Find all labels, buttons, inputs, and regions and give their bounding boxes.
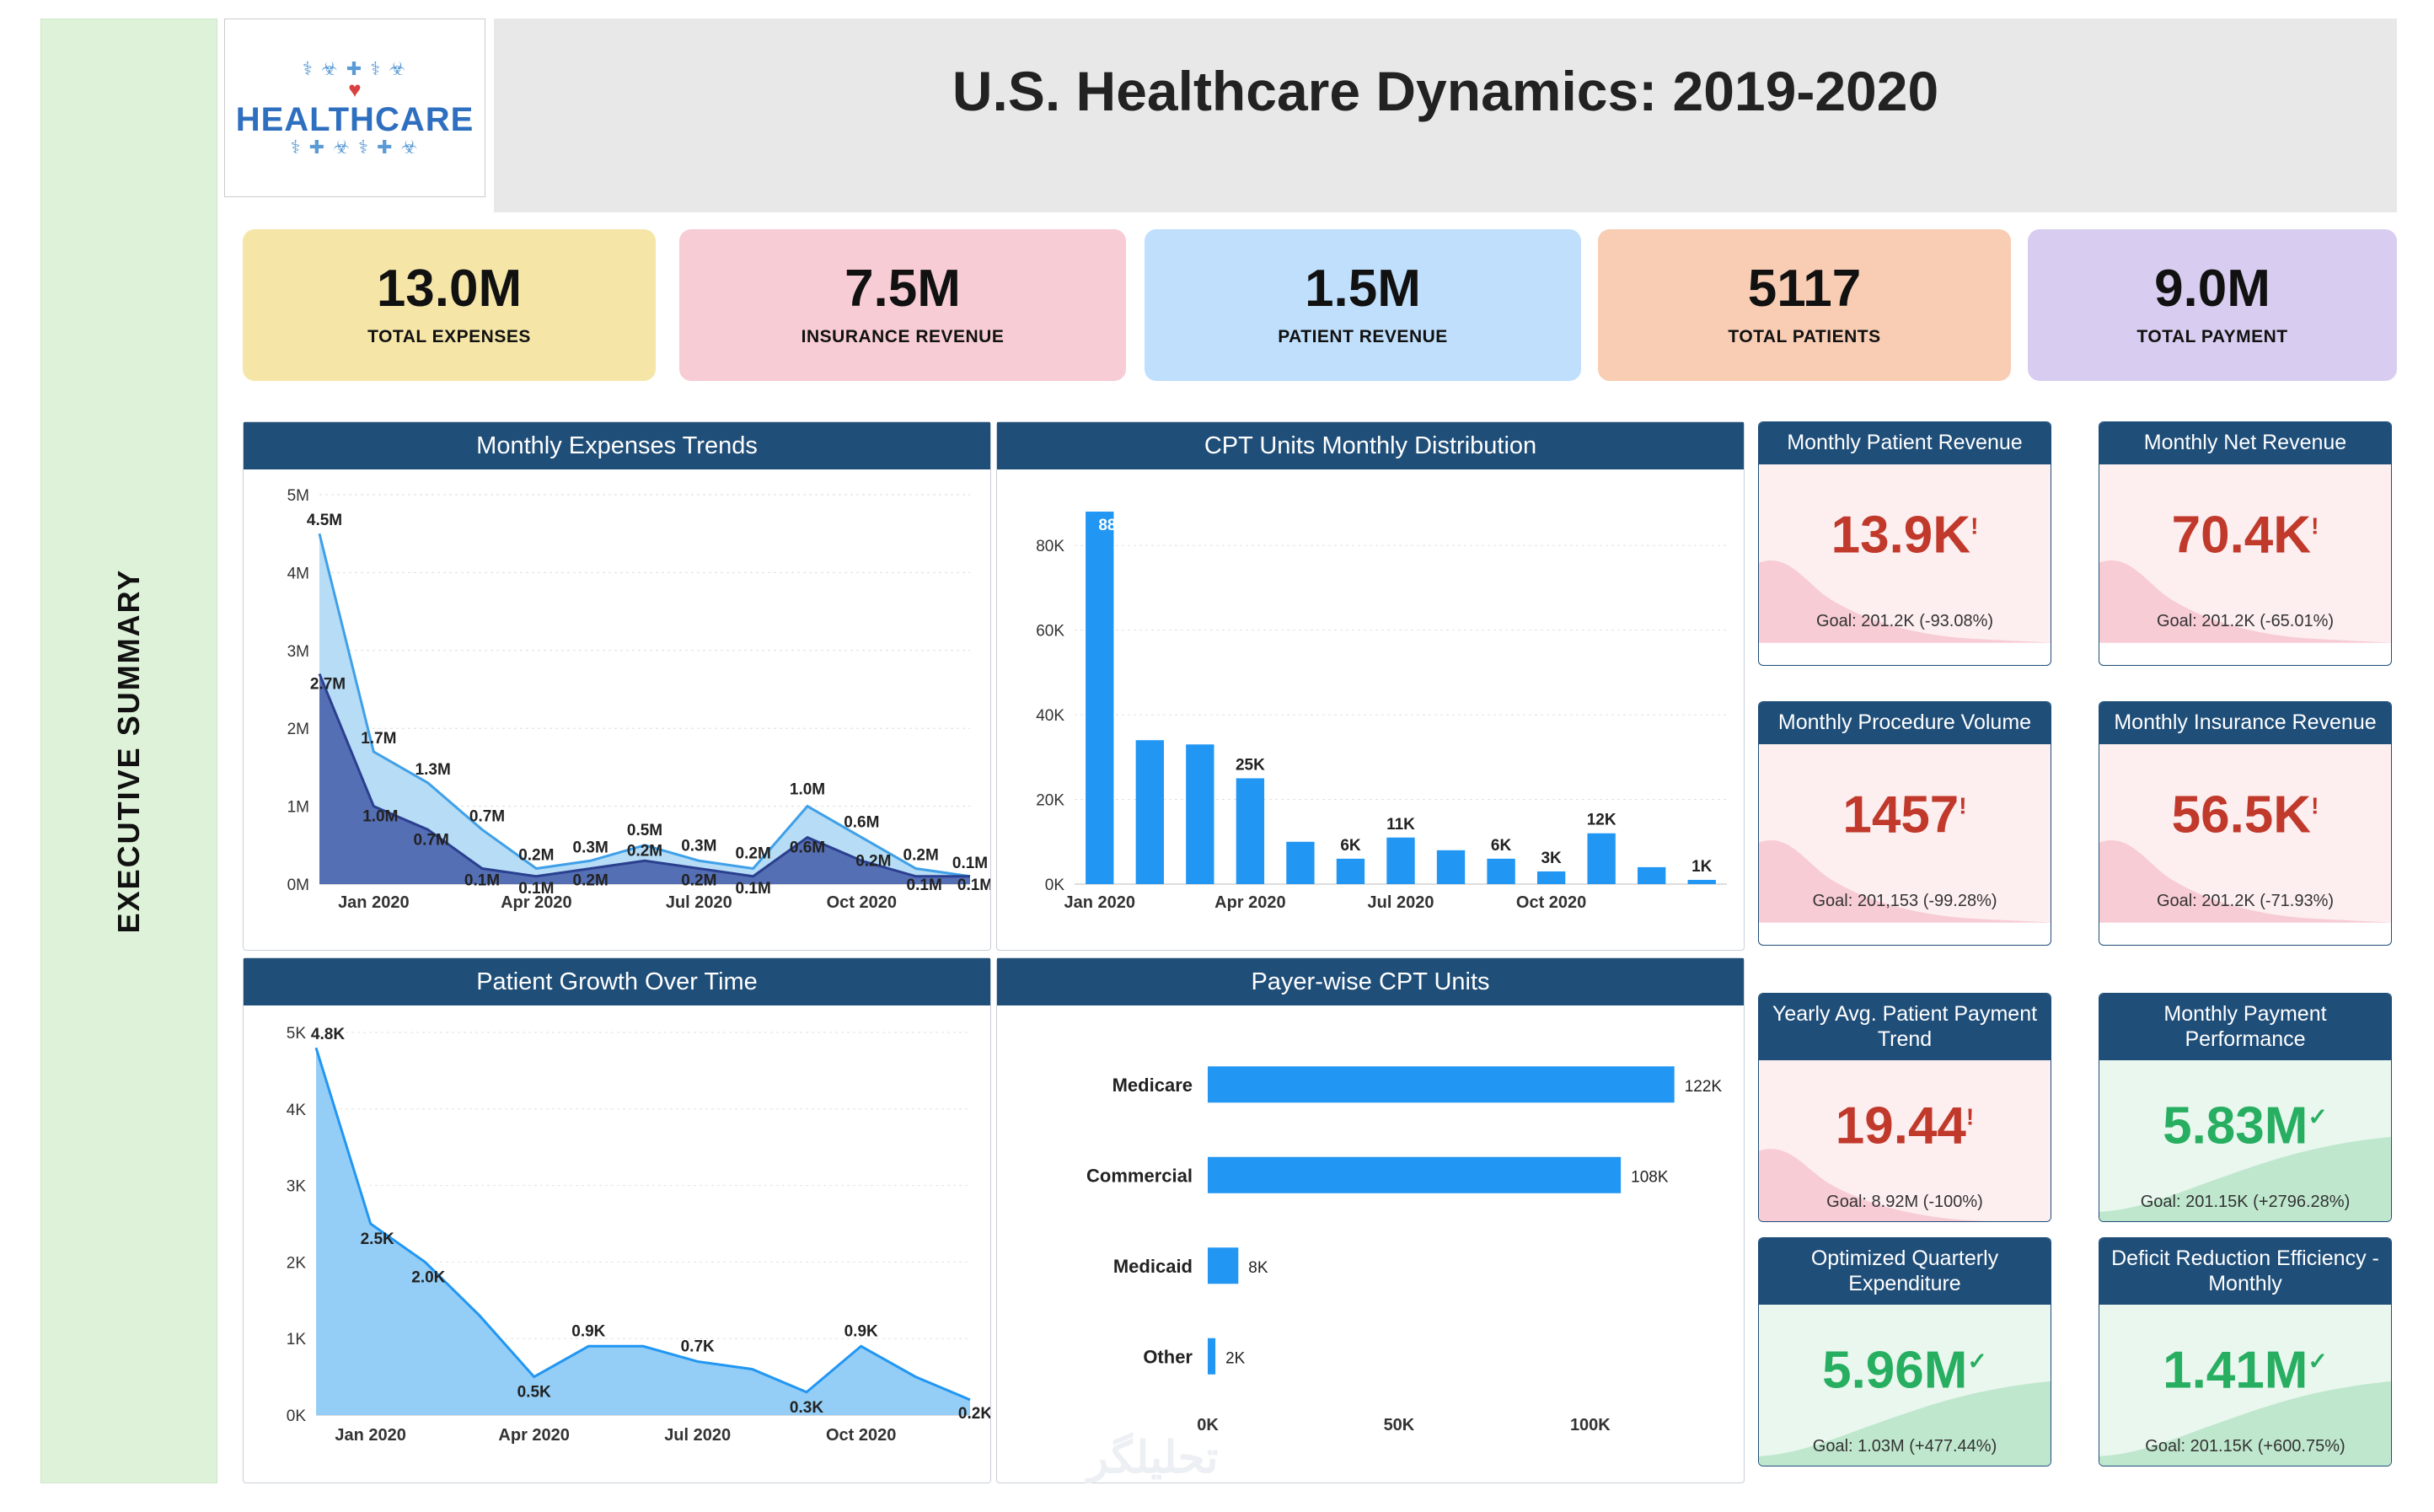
heart-icon: ♥ [348,77,362,103]
chart-area-payer-cpt [997,1005,1744,1483]
tile-goal: Goal: 201,153 (-99.28%) [1812,891,1997,910]
chart-area-patient-growth [244,1005,990,1483]
kpi-label: TOTAL PAYMENT [2136,327,2288,346]
payer-svg [997,1005,1744,1483]
svg-text:1K: 1K [1691,857,1713,876]
watermark: تحلیلگر [1087,1434,1219,1483]
svg-text:0.1M: 0.1M [735,879,771,898]
tile-goal: Goal: 201.15K (+600.75%) [2145,1437,2346,1456]
panel-title: CPT Units Monthly Distribution [997,422,1744,469]
executive-summary-rail [40,19,217,1483]
kpi-label: PATIENT REVENUE [1278,327,1448,346]
tile-value: 1457! [1842,785,1967,844]
tile-title: Monthly Insurance Revenue [2099,702,2391,744]
cpt-svg [997,469,1744,950]
svg-text:50K: 50K [1383,1416,1415,1434]
tile-goal: Goal: 201.2K (-93.08%) [1815,611,1994,630]
svg-text:0.7M: 0.7M [469,807,506,826]
tile-title: Yearly Avg. Patient Payment Trend [1759,994,2051,1060]
svg-text:0.2M: 0.2M [903,846,939,865]
svg-text:0.1M: 0.1M [957,876,990,894]
svg-text:0.3M: 0.3M [572,839,608,857]
tile-monthly-insurance-revenue [2099,701,2392,946]
tile-body [2099,464,2391,643]
svg-text:0M: 0M [287,877,309,894]
svg-text:Oct 2020: Oct 2020 [825,1426,897,1445]
tile-goal: Goal: 201.2K (-71.93%) [2156,891,2335,910]
chart-area-monthly-expenses [244,469,990,950]
kpi-value: 13.0M [376,260,523,318]
tile-monthly-net-revenue [2099,421,2392,666]
svg-text:108K: 108K [1631,1168,1669,1187]
kpi-label: TOTAL PATIENTS [1728,327,1881,346]
svg-text:Medicare: Medicare [1112,1074,1193,1096]
svg-text:0.1M: 0.1M [464,871,501,890]
svg-text:0.1M: 0.1M [906,876,942,894]
svg-text:60K: 60K [1036,622,1064,641]
tile-monthly-procedure-volume [1758,701,2051,946]
svg-text:0K: 0K [286,1407,306,1425]
kpi-label: INSURANCE REVENUE [801,327,1005,346]
svg-text:4M: 4M [287,565,309,583]
svg-text:0.1M: 0.1M [952,854,989,872]
growth-svg [244,1005,990,1483]
svg-text:88K: 88K [1098,517,1129,535]
kpi-value: 1.5M [1305,260,1421,318]
svg-text:1.0M: 1.0M [789,780,826,799]
tile-value: 1.41M✓ [2163,1341,2328,1400]
svg-text:Other: Other [1143,1346,1193,1368]
svg-text:5M: 5M [287,487,309,505]
svg-text:5K: 5K [286,1025,306,1043]
tile-monthly-patient-revenue [1758,421,2051,666]
kpi-card-insurance-revenue [679,229,1126,381]
tile-title: Deficit Reduction Efficiency - Monthly [2099,1238,2391,1305]
svg-text:Jan 2020: Jan 2020 [338,893,410,912]
svg-text:Medicaid: Medicaid [1112,1255,1193,1277]
svg-text:Apr 2020: Apr 2020 [501,893,572,912]
svg-text:0.9K: 0.9K [844,1322,878,1341]
tile-body [1759,1305,2051,1466]
logo-icons-bottom: ⚕ ✚ ☣ ⚕ ✚ ☣ [290,136,420,158]
svg-text:0.2M: 0.2M [735,844,771,863]
svg-text:0.1M: 0.1M [518,879,555,898]
chart-panel-payer-cpt [996,957,1745,1483]
chart-area-cpt-units [997,469,1744,950]
svg-text:4.5M: 4.5M [306,512,343,530]
tile-title: Optimized Quarterly Expenditure [1759,1238,2051,1305]
tile-goal: Goal: 201.15K (+2796.28%) [2140,1193,2351,1211]
svg-text:25K: 25K [1235,756,1265,775]
kpi-value: 5117 [1747,260,1862,318]
svg-text:0.2M: 0.2M [855,852,892,871]
tile-body [2099,1305,2391,1466]
tile-deficit-reduction-efficiency [2099,1237,2392,1466]
tile-title: Monthly Net Revenue [2099,422,2391,464]
tile-title: Monthly Patient Revenue [1759,422,2051,464]
svg-text:1.3M: 1.3M [415,760,451,779]
tile-value: 5.96M✓ [1822,1341,1987,1400]
svg-text:Oct 2020: Oct 2020 [826,893,898,912]
svg-text:0.6M: 0.6M [789,839,826,857]
svg-text:0.7M: 0.7M [413,831,449,850]
tile-goal: Goal: 201.2K (-65.01%) [2156,611,2335,630]
tile-goal: Goal: 1.03M (+477.44%) [1812,1437,1997,1456]
kpi-value: 7.5M [844,260,961,318]
panel-title: Payer-wise CPT Units [997,958,1744,1005]
svg-text:0.6M: 0.6M [844,813,880,832]
svg-text:2M: 2M [287,721,309,739]
logo-wordmark: HEALTHCARE [235,100,474,138]
tile-value: 13.9K! [1831,505,1979,564]
tile-optimized-quarterly-expenditure [1758,1237,2051,1466]
chart-panel-patient-growth [243,957,991,1483]
tile-body [1759,744,2051,923]
svg-text:2K: 2K [1225,1349,1246,1368]
svg-text:40K: 40K [1036,707,1064,726]
svg-text:3K: 3K [286,1177,306,1196]
tile-title: Monthly Procedure Volume [1759,702,2051,744]
svg-text:2.7M: 2.7M [309,675,346,694]
svg-text:1.0M: 1.0M [362,807,399,826]
svg-text:100K: 100K [1569,1416,1611,1434]
svg-text:0.2K: 0.2K [957,1404,990,1423]
svg-text:0.3M: 0.3M [681,837,717,855]
svg-text:2.0K: 2.0K [411,1268,446,1287]
svg-text:0.5K: 0.5K [517,1383,551,1402]
svg-text:Apr 2020: Apr 2020 [1214,893,1286,912]
kpi-card-patient-revenue [1145,229,1581,381]
chart-panel-monthly-expenses [243,421,991,951]
tile-value: 5.83M✓ [2163,1096,2328,1155]
svg-text:Jul 2020: Jul 2020 [1367,893,1434,912]
panel-title: Patient Growth Over Time [244,958,990,1005]
svg-text:4K: 4K [286,1101,306,1119]
tile-body [1759,1060,2051,1222]
svg-text:0.2M: 0.2M [681,871,717,890]
svg-text:Jul 2020: Jul 2020 [665,893,732,912]
kpi-label: TOTAL EXPENSES [367,327,531,346]
svg-text:12K: 12K [1586,811,1616,829]
svg-text:0.5M: 0.5M [626,821,663,839]
svg-text:Oct 2020: Oct 2020 [1515,893,1587,912]
svg-text:11K: 11K [1386,815,1415,834]
svg-text:0.2M: 0.2M [518,846,555,865]
svg-text:0.9K: 0.9K [571,1322,606,1341]
svg-text:Commercial: Commercial [1086,1165,1193,1187]
svg-text:80K: 80K [1036,538,1064,556]
svg-text:1.7M: 1.7M [361,729,397,748]
svg-text:Jan 2020: Jan 2020 [1064,893,1136,912]
svg-text:Apr 2020: Apr 2020 [498,1426,570,1445]
page-title: U.S. Healthcare Dynamics: 2019-2020 [952,60,1939,122]
svg-text:2K: 2K [286,1254,306,1273]
healthcare-logo [224,19,485,197]
kpi-card-total-patients [1598,229,2011,381]
svg-text:2.5K: 2.5K [360,1231,394,1248]
tile-value: 19.44! [1835,1096,1975,1155]
tile-title: Monthly Payment Performance [2099,994,2391,1060]
logo-icons-top: ⚕ ☣ ✚ ⚕ ☣ [302,58,408,80]
svg-text:20K: 20K [1036,791,1064,810]
svg-text:1K: 1K [286,1331,306,1349]
tile-body [2099,744,2391,923]
svg-text:0.2M: 0.2M [626,842,663,861]
tile-value: 56.5K! [2171,785,2319,844]
tile-monthly-payment-performance [2099,993,2392,1222]
svg-text:0K: 0K [1044,877,1064,894]
panel-title: Monthly Expenses Trends [244,422,990,469]
svg-text:Jan 2020: Jan 2020 [335,1426,406,1445]
svg-text:3M: 3M [287,642,309,661]
tile-yearly-avg-patient-payment-trend [1758,993,2051,1222]
chart-panel-cpt-units [996,421,1745,951]
executive-summary-label: EXECUTIVE SUMMARY [111,568,146,934]
svg-text:3K: 3K [1541,849,1562,867]
svg-text:4.8K: 4.8K [310,1026,346,1044]
expenses-svg [244,469,990,950]
svg-text:Jul 2020: Jul 2020 [664,1426,732,1445]
svg-text:6K: 6K [1490,836,1512,855]
tile-body [2099,1060,2391,1222]
svg-text:122K: 122K [1684,1077,1723,1096]
tile-value: 70.4K! [2171,505,2319,564]
kpi-card-total-payment [2028,229,2397,381]
svg-text:0.2M: 0.2M [572,871,608,890]
tile-goal: Goal: 8.92M (-100%) [1826,1193,1983,1211]
svg-text:0.7K: 0.7K [680,1338,715,1356]
svg-text:8K: 8K [1248,1258,1268,1277]
svg-text:6K: 6K [1340,836,1361,855]
kpi-value: 9.0M [2154,260,2270,318]
tile-body [1759,464,2051,643]
kpi-card-total-expenses [243,229,656,381]
svg-text:0K: 0K [1197,1416,1219,1434]
svg-text:0.3K: 0.3K [789,1398,824,1417]
svg-text:1M: 1M [287,798,309,817]
